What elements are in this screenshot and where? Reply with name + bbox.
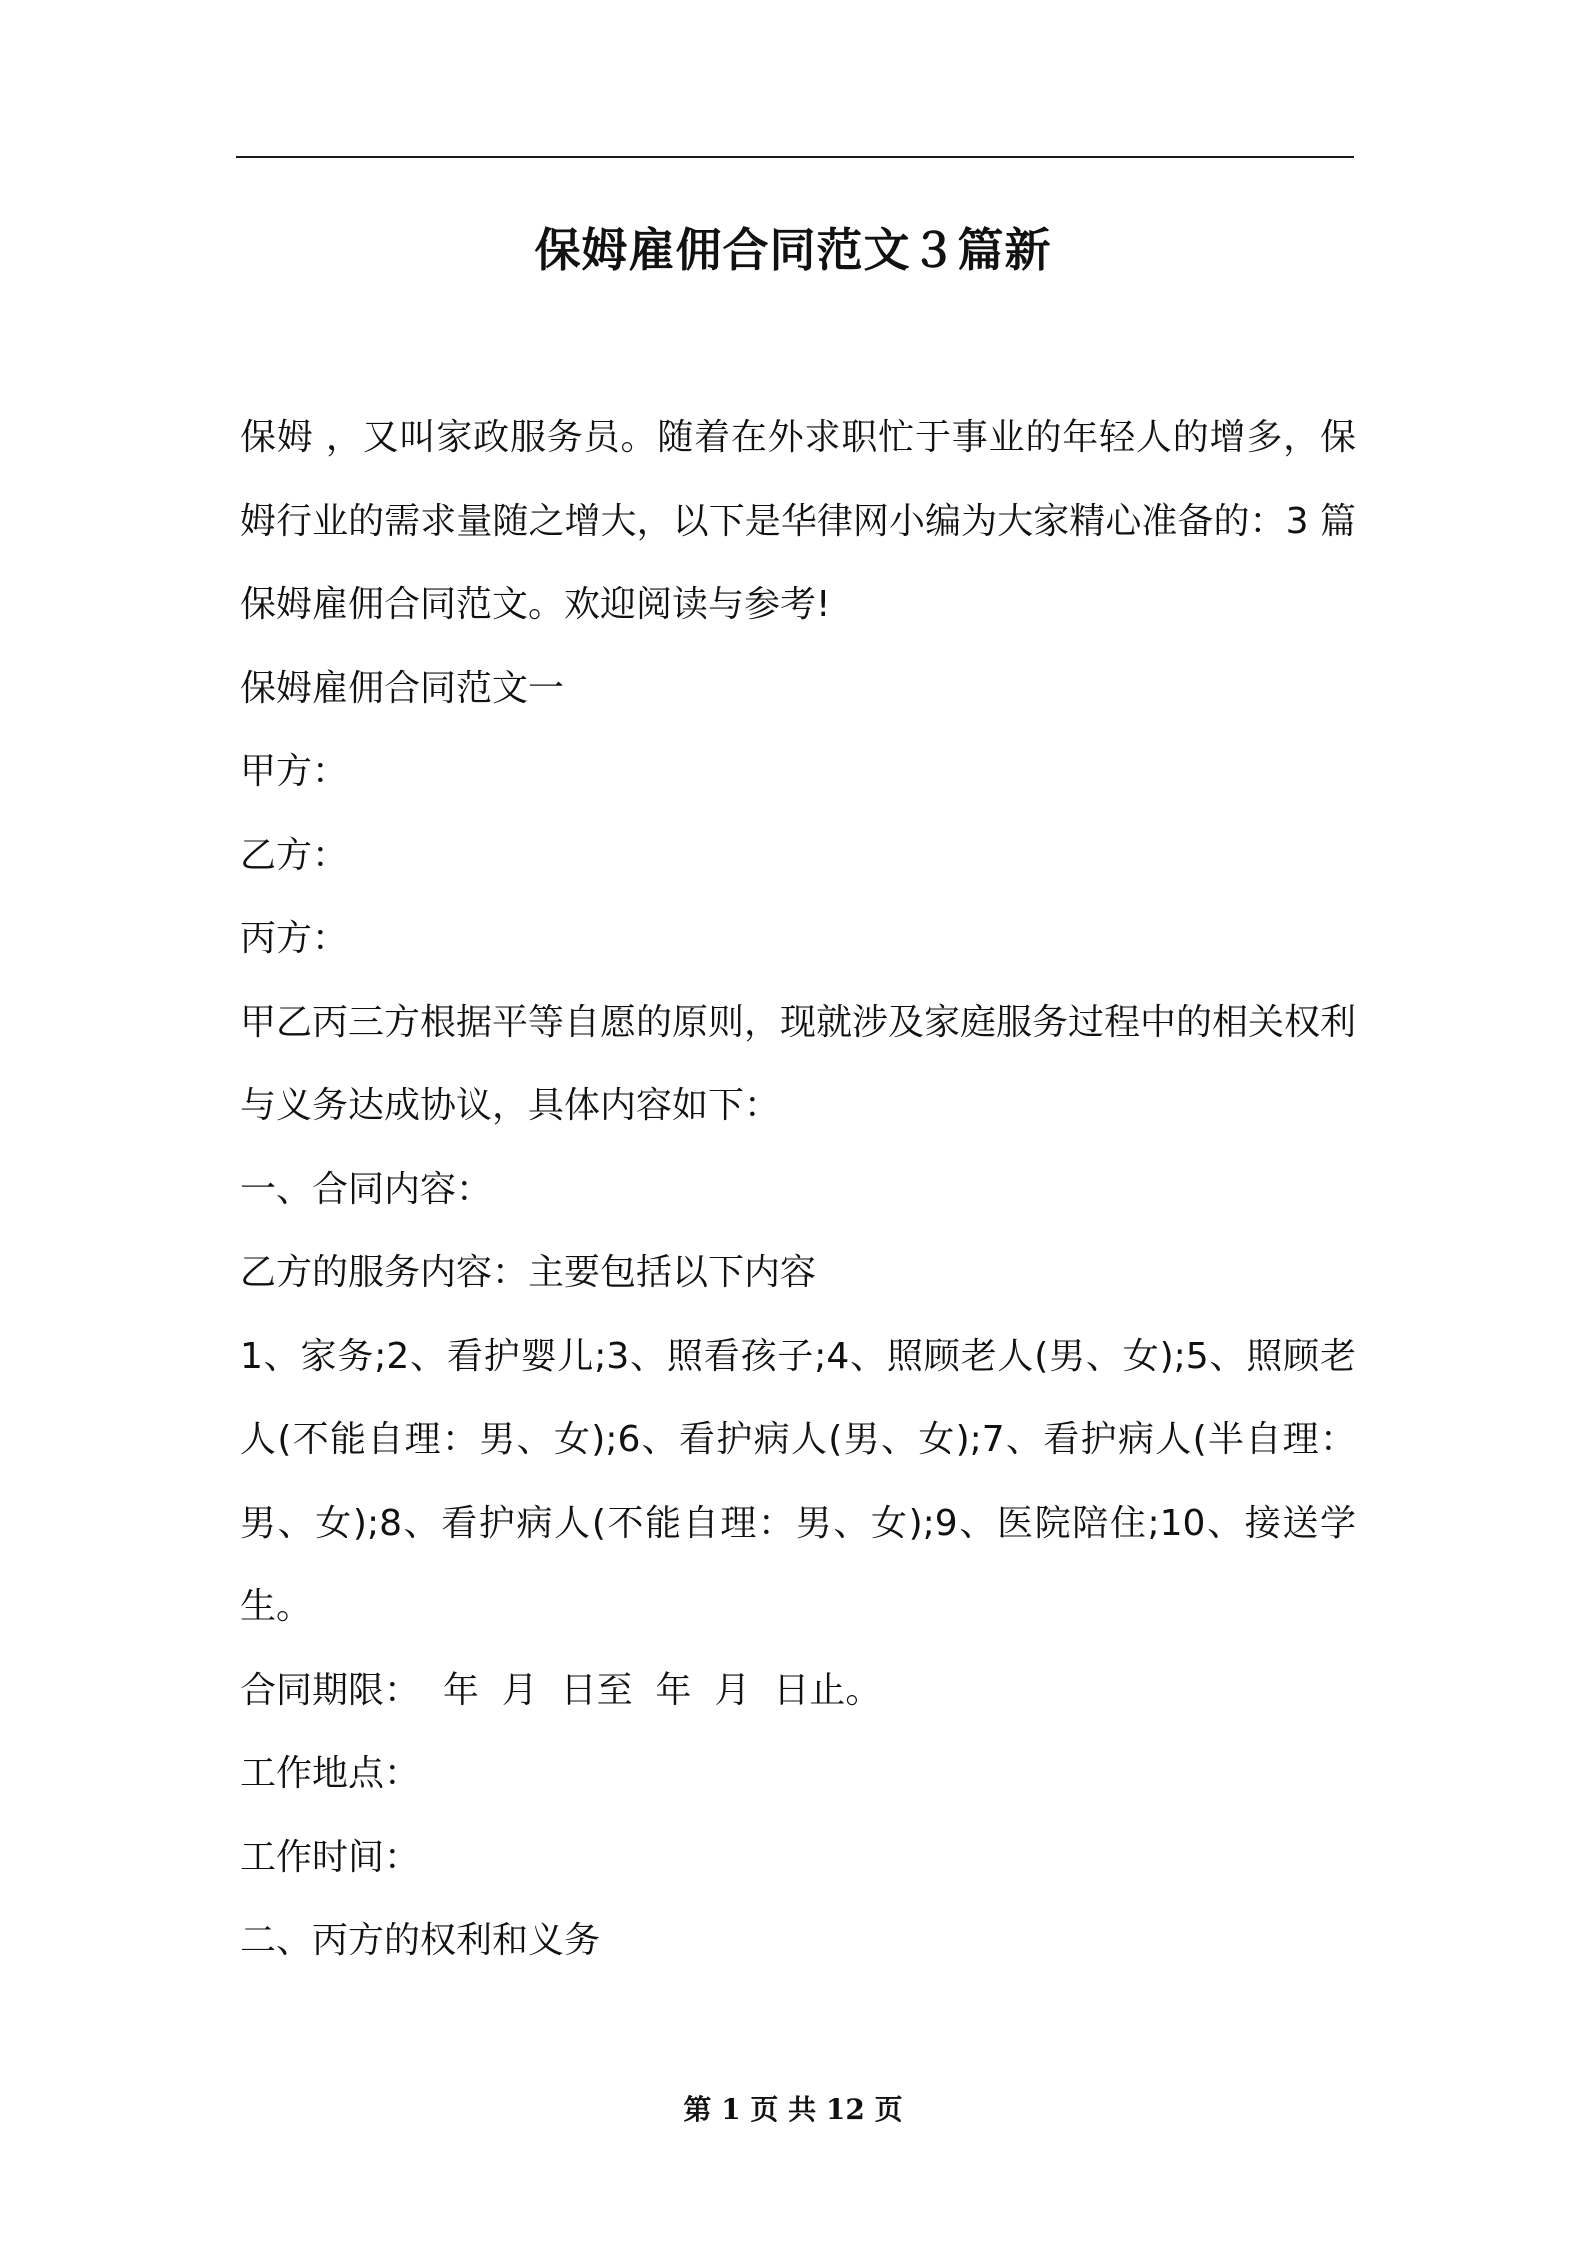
party-c-line: 丙方：: [240, 918, 349, 959]
contract-term-line: 合同期限： 年 月 日至 年 月 日止。: [240, 1669, 882, 1711]
clause-heading-1: 一、合同内容：: [240, 1168, 493, 1210]
service-content-line: 乙方的服务内容：主要包括以下内容: [240, 1252, 817, 1293]
party-a-line: 甲方：: [240, 751, 349, 792]
document-body: [240, 396, 1356, 1983]
work-location-line: 工作地点：: [240, 1753, 421, 1794]
document-title: 保姆雇佣合同范文３篇新: [534, 223, 1052, 277]
party-b-line: 乙方：: [240, 834, 349, 876]
agreement-paragraph: 甲乙丙三方根据平等自愿的原则，现就涉及家庭服务过程中的相关权利与义务达成协议，具体内容如下：: [240, 1001, 1357, 1126]
service-list-paragraph: 1、家务;2、看护婴儿;3、照看孩子;4、照顾老人(男、女);5、照顾老人(不能自理：男、女);6、看护病人(男、女);7、看护病人(半自理：男、女);8、看护病人(不能自理：男、女);9、医院陪住;10、接送学生。: [240, 1335, 1356, 1627]
header-rule: [236, 156, 1354, 158]
page-number-footer: 第 1 页 共 12 页: [683, 2093, 903, 2126]
clause-heading-2: 二、丙方的权利和义务: [240, 1920, 601, 1961]
work-time-line: 工作时间：: [240, 1836, 421, 1878]
intro-paragraph: 保姆 ，又叫家政服务员。随着在外求职忙于事业的年轻人的增多，保姆行业的需求量随之增大，以下是华律网小编为大家精心准备的：3 篇保姆雇佣合同范文。欢迎阅读与参考!: [240, 417, 1356, 625]
section-heading: 保姆雇佣合同范文一: [240, 667, 565, 709]
